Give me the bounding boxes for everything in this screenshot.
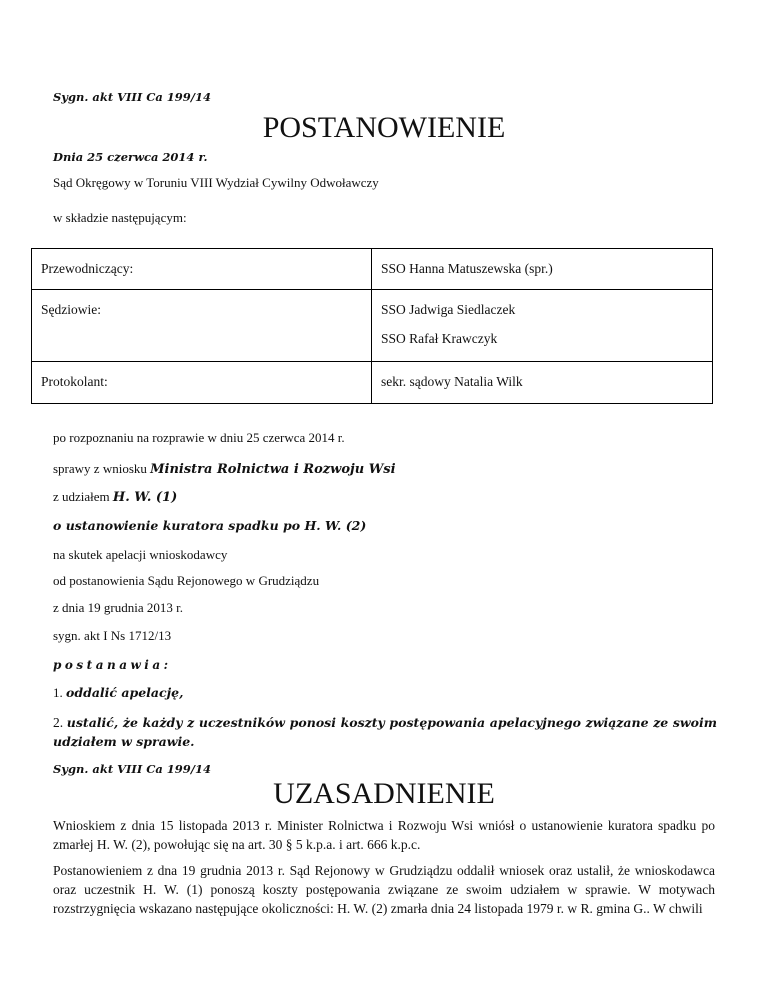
judge-1: SSO Jadwiga Siedlaczek: [381, 302, 516, 317]
chair-value-cell: [372, 249, 713, 290]
chair-label-cell: [32, 249, 372, 290]
proceedings-line-2: [53, 461, 396, 477]
case-subject: o ustanowienie kuratora spadku po H. W. (2): [53, 518, 367, 533]
composition-row-judges: [32, 290, 713, 362]
justification-title: UZASADNIENIE: [273, 777, 495, 810]
chair-value: SSO Hanna Matuszewska (spr.): [381, 261, 553, 276]
case-signature: Sygn. akt VIII Ca 199/14: [53, 90, 212, 104]
ruling-date: Dnia 25 czerwca 2014 r.: [53, 150, 208, 164]
ruling-heading: postanawia:: [53, 658, 172, 672]
ruling-item-2-text: ustalić, że każdy z uczestników ponosi koszty postępowania apelacyjnego związane ze swoim udziałem w sprawie.: [53, 715, 717, 749]
composition-row-chair: [32, 249, 713, 290]
chair-label: Przewodniczący:: [41, 261, 134, 276]
court-name: Sąd Okręgowy w Toruniu VIII Wydział Cywilny Odwoławczy: [53, 175, 379, 190]
proceedings-line-5: na skutek apelacji wnioskodawcy: [53, 547, 228, 562]
judges-value-cell: [372, 290, 713, 362]
composition-table: [31, 248, 713, 404]
judges-label-cell: [32, 290, 372, 362]
clerk-label-cell: [32, 362, 372, 404]
proceedings-line-2-prefix: sprawy z wniosku: [53, 461, 151, 476]
judges-label: Sędziowie:: [41, 302, 101, 317]
proceedings-line-6: od postanowienia Sądu Rejonowego w Grudziądzu: [53, 573, 320, 588]
applicant-name: Ministra Rolnictwa i Rozwoju Wsi: [150, 462, 396, 477]
justification-paragraph-1: Wnioskiem z dnia 15 listopada 2013 r. Minister Rolnictwa i Rozwoju Wsi wniósł o ustanowienie kuratora spadku po zmarłej H. W. (2), powołując się na art. 30 § 5 k.p.a. i art. 666 k.p.c.: [53, 818, 715, 852]
proceedings-line-3-prefix: z udziałem: [53, 489, 113, 504]
justification-paragraph-2: Postanowieniem z dna 19 grudnia 2013 r. Sąd Rejonowy w Grudziądzu oddalił wniosek oraz ustalił, że wnioskodawca oraz uczestnik H. W. (1) ponoszą koszty postępowania związane ze swoim udziałem w sprawie. W motywach rozstrzygnięcia wskazano następujące okoliczności: H. W. (2) zmarła dnia 24 listopada 1979 r. w R. gmina G.. W chwili: [53, 863, 715, 916]
justification-signature: Sygn. akt VIII Ca 199/14: [53, 762, 212, 776]
proceedings-line-1: po rozpoznaniu na rozprawie w dniu 25 czerwca 2014 r.: [53, 430, 345, 445]
composition-row-clerk: [32, 362, 713, 404]
participant-name: H. W. (1): [112, 490, 178, 505]
ruling-item-1: [53, 685, 183, 701]
ruling-item-2: [53, 713, 717, 751]
ruling-item-1-number: 1.: [53, 685, 63, 700]
judge-2: SSO Rafał Krawczyk: [381, 331, 498, 346]
proceedings-line-3: [53, 489, 177, 505]
ruling-item-2-number: 2.: [53, 715, 64, 730]
clerk-value-cell: [372, 362, 713, 404]
ruling-item-1-text: oddalić apelację,: [66, 685, 184, 700]
proceedings-line-7: z dnia 19 grudnia 2013 r.: [53, 600, 183, 615]
clerk-value: sekr. sądowy Natalia Wilk: [381, 374, 523, 389]
document-title: POSTANOWIENIE: [262, 111, 506, 144]
composition-intro: w składzie następującym:: [53, 210, 187, 225]
clerk-label: Protokolant:: [41, 374, 108, 389]
proceedings-line-8: sygn. akt I Ns 1712/13: [53, 628, 172, 643]
